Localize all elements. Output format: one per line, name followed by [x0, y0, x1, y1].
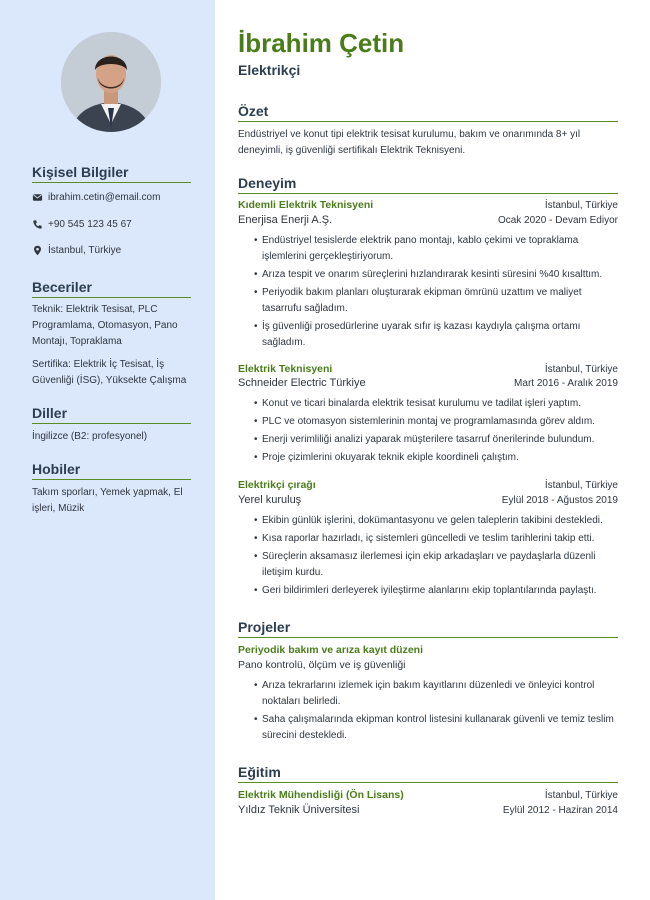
languages-text: İngilizce (B2: profesyonel): [32, 431, 148, 442]
phone-icon: [32, 219, 43, 230]
experience-heading: Deneyim: [238, 175, 618, 194]
project-1-subtitle: Pano kontrolü, ölçüm ve iş güvenliği: [238, 659, 406, 671]
projects-heading: Projeler: [238, 619, 618, 638]
email-text[interactable]: ibrahim.cetin@email.com: [48, 192, 161, 203]
project-1-bullets: [254, 678, 618, 746]
phone-text: +90 545 123 45 67: [48, 219, 132, 230]
education-heading: Eğitim: [238, 764, 618, 783]
skills-certificates: Sertifika: Elektrik İç Tesisat, İş Güvenliği (İSG), Yüksekte Çalışma: [32, 359, 187, 386]
education-1-dates: Eylül 2012 - Haziran 2014: [502, 805, 618, 816]
job-1-location: İstanbul, Türkiye: [544, 200, 618, 211]
list-item: • Süreçlerin aksamasız ilerlemesi için ekip arkadaşları ve paydaşlarla düzenli iletişim kurdu.: [254, 549, 618, 581]
list-item: • Enerji verimliliği analizi yaparak müşterilere tasarruf önerilerinde bulundum.: [254, 432, 618, 448]
personal-info-heading: Kişisel Bilgiler: [32, 164, 191, 183]
list-item: • Proje çizimlerini okuyarak teknik ekiple koordineli çalıştım.: [254, 450, 618, 466]
languages-heading: Diller: [32, 405, 191, 424]
job-1-dates: Ocak 2020 - Devam Ediyor: [497, 215, 618, 226]
profile-photo: [61, 32, 161, 132]
hobbies-text: Takım sporları, Yemek yapmak, El işleri, Müzik: [32, 487, 183, 514]
phone-row: [32, 219, 132, 230]
list-item: • Arıza tespit ve onarım süreçlerini hızlandırarak kesinti süresini %40 kısalttım.: [254, 267, 618, 283]
job-3-title: Elektrikçi çırağı: [238, 479, 316, 491]
list-item: • İş güvenliği prosedürlerine uyarak sıfır iş kazası kaydıyla çalışma ortamı sağladım.: [254, 319, 618, 351]
job-2-company: Schneider Electric Türkiye: [238, 377, 366, 389]
job-1-company: Enerjisa Enerji A.Ş.: [238, 214, 333, 226]
job-3-dates: Eylül 2018 - Ağustos 2019: [501, 495, 618, 506]
list-item: • Geri bildirimleri derleyerek iyileştirme alanlarını ekip toplantılarında paylaştı.: [254, 583, 618, 599]
envelope-icon: [32, 192, 43, 203]
job-2-dates: Mart 2016 - Aralık 2019: [514, 378, 618, 389]
location-text: İstanbul, Türkiye: [48, 245, 122, 256]
sidebar: [0, 0, 215, 900]
job-3-location: İstanbul, Türkiye: [544, 480, 618, 491]
job-3-company: Yerel kuruluş: [238, 494, 302, 506]
list-item: • Periyodik bakım planları oluşturarak ekipman ömrünü uzattım ve maliyet tasarrufu sağladım.: [254, 285, 618, 317]
list-item: • Arıza tekrarlarını izlemek için bakım kayıtlarını düzenledi ve önleyici kontrol noktaları belirledi.: [254, 678, 618, 710]
list-item: • Kısa raporlar hazırladı, iç sistemleri güncelledi ve teslim tarihlerini takip etti.: [254, 531, 618, 547]
list-item: • Konut ve ticari binalarda elektrik tesisat kurulumu ve tadilat işleri yaptım.: [254, 396, 618, 412]
summary-text: Endüstriyel ve konut tipi elektrik tesisat kurulumu, bakım ve onarımında 8+ yıl deneyimli, iş güvenliği sertifikalı Elektrik Teknisyeni.: [238, 129, 581, 156]
summary-heading: Özet: [238, 103, 618, 122]
job-2-title: Elektrik Teknisyeni: [238, 363, 333, 375]
job-1-bullets: [254, 233, 618, 353]
job-2-bullets: [254, 396, 618, 468]
list-item: • Ekibin günlük işlerini, dokümantasyonu ve gelen taleplerin takibini destekledi.: [254, 513, 618, 529]
skills-technical: Teknik: Elektrik Tesisat, PLC Programlama, Otomasyon, Pano Montajı, Topraklama: [32, 304, 178, 347]
list-item: • Endüstriyel tesislerde elektrik pano montajı, kablo çekimi ve topraklama işlemlerini gerçekleştiriyorum.: [254, 233, 618, 265]
email-row: [32, 192, 160, 203]
education-1-school: Yıldız Teknik Üniversitesi: [238, 804, 360, 816]
job-2-location: İstanbul, Türkiye: [544, 364, 618, 375]
hobbies-heading: Hobiler: [32, 461, 191, 480]
education-1-degree: Elektrik Mühendisliği (Ön Lisans): [238, 789, 404, 801]
job-1-title: Kıdemli Elektrik Teknisyeni: [238, 199, 374, 211]
location-pin-icon: [32, 245, 43, 256]
education-1-location: İstanbul, Türkiye: [544, 790, 618, 801]
list-item: • Saha çalışmalarında ekipman kontrol listesini kullanarak güvenli ve temiz teslim sürecini destekledi.: [254, 712, 618, 744]
candidate-name: İbrahim Çetin: [238, 28, 405, 58]
project-1-title: Periyodik bakım ve arıza kayıt düzeni: [238, 644, 423, 656]
list-item: • PLC ve otomasyon sistemlerinin montaj ve programlamasında görev aldım.: [254, 414, 618, 430]
location-row: [32, 245, 121, 256]
job-title-header: Elektrikçi: [238, 62, 301, 78]
skills-heading: Beceriler: [32, 279, 191, 298]
job-3-bullets: [254, 513, 618, 601]
